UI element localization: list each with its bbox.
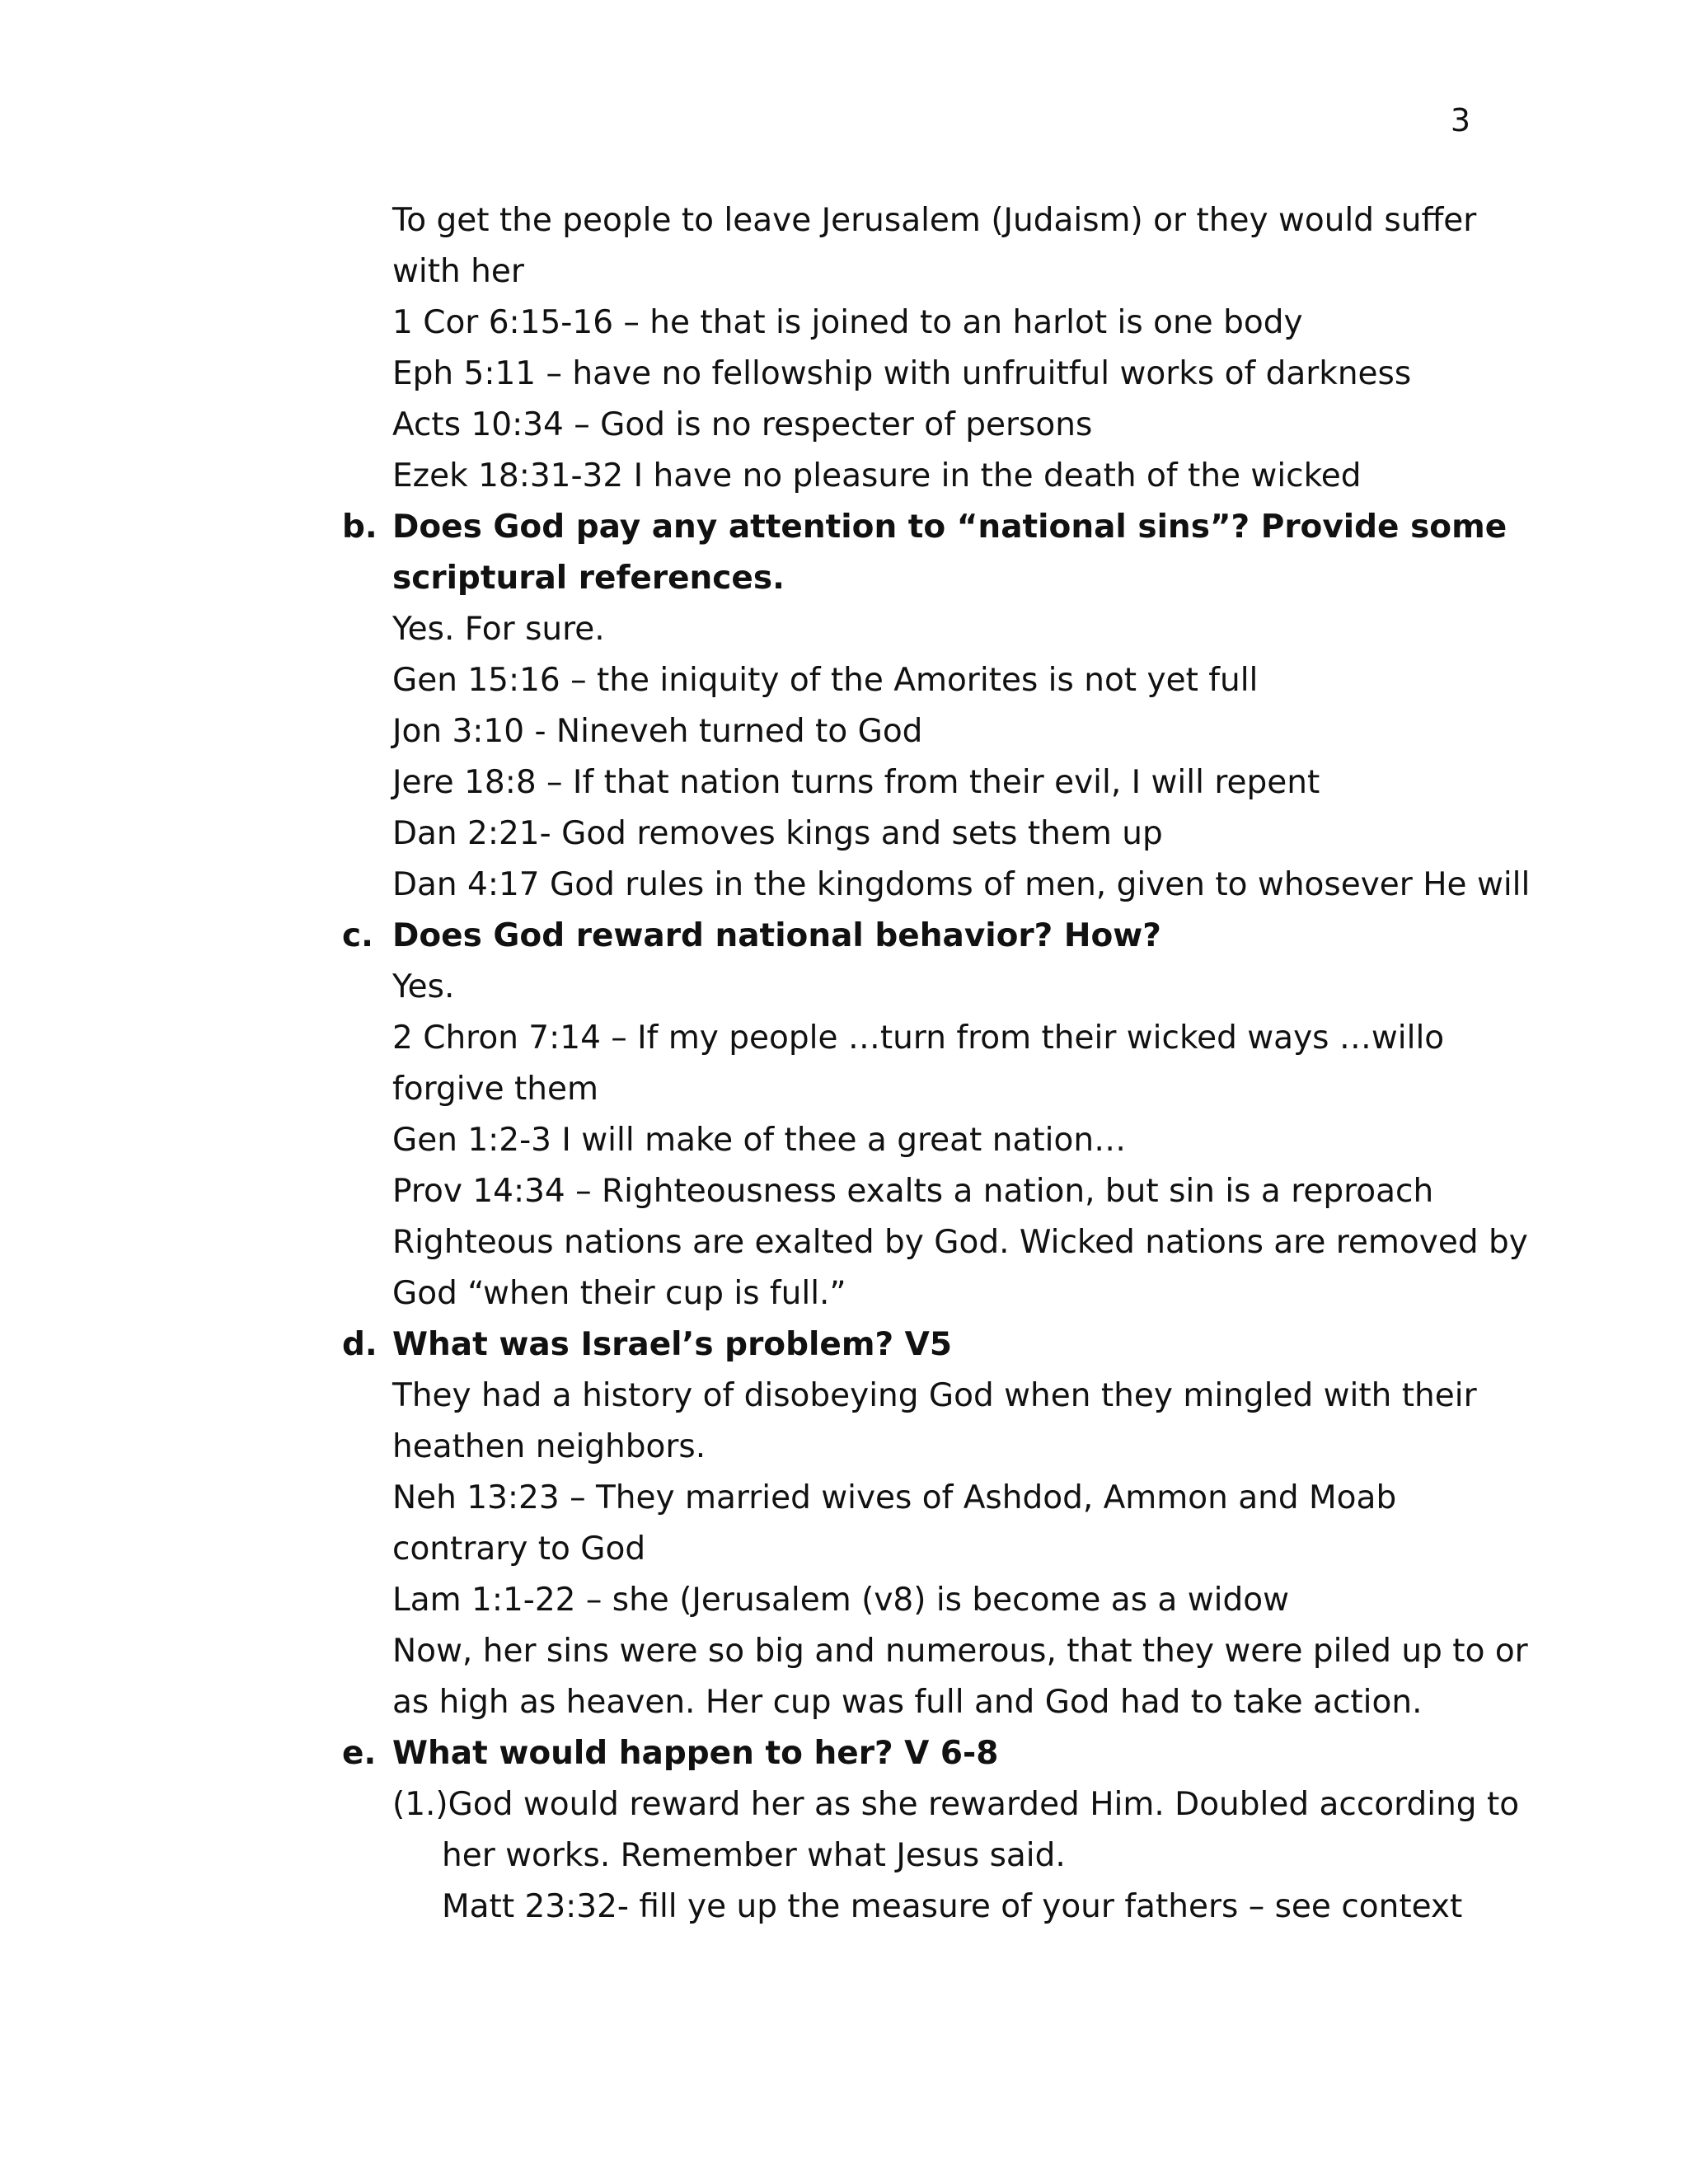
answer-line: They had a history of disobeying God when they mingled with their bbox=[392, 1377, 1477, 1414]
intro-line: Acts 10:34 – God is no respecter of persons bbox=[392, 406, 1093, 443]
answer-line: Gen 1:2-3 I will make of thee a great nation… bbox=[392, 1122, 1127, 1159]
page-number: 3 bbox=[1450, 102, 1470, 138]
answer-line: Gen 15:16 – the iniquity of the Amorites is not yet full bbox=[392, 662, 1259, 699]
answer-line: Righteous nations are exalted by God. Wicked nations are removed by bbox=[392, 1224, 1528, 1261]
intro-line: with her bbox=[392, 253, 524, 290]
answer-line: as high as heaven. Her cup was full and God had to take action. bbox=[392, 1684, 1423, 1721]
intro-line: Eph 5:11 – have no fellowship with unfruitful works of darkness bbox=[392, 355, 1412, 392]
answer-line: Now, her sins were so big and numerous, that they were piled up to or bbox=[392, 1633, 1528, 1670]
question-d-line: What was Israel’s problem? V5 bbox=[392, 1326, 952, 1363]
answer-line: forgive them bbox=[392, 1071, 598, 1108]
intro-line: 1 Cor 6:15-16 – he that is joined to an harlot is one body bbox=[392, 304, 1303, 341]
list-marker-e: e. bbox=[342, 1735, 377, 1772]
intro-line: Ezek 18:31-32 I have no pleasure in the death of the wicked bbox=[392, 457, 1362, 494]
question-e bbox=[0, 1728, 1688, 1779]
answer-line: Jon 3:10 - Nineveh turned to God bbox=[392, 713, 923, 750]
sub-item-line: Matt 23:32- fill ye up the measure of your fathers – see context bbox=[442, 1888, 1463, 1925]
answer-line: Dan 2:21- God removes kings and sets them up bbox=[392, 815, 1163, 852]
sub-item-first-line: (1.)God would reward her as she rewarded Him. Doubled according to bbox=[392, 1786, 1520, 1823]
answer-line: heathen neighbors. bbox=[392, 1428, 706, 1465]
question-c-line: Does God reward national behavior? How? bbox=[392, 917, 1161, 954]
answer-line: Jere 18:8 – If that nation turns from their evil, I will repent bbox=[392, 764, 1320, 801]
answer-line: Dan 4:17 God rules in the kingdoms of men, given to whosever He will bbox=[392, 866, 1531, 903]
sub-item-line: her works. Remember what Jesus said. bbox=[442, 1837, 1066, 1874]
list-marker-d: d. bbox=[342, 1326, 377, 1363]
question-b bbox=[0, 502, 1688, 553]
question-c bbox=[0, 911, 1688, 962]
answer-line: Lam 1:1-22 – she (Jerusalem (v8) is become as a widow bbox=[392, 1582, 1289, 1619]
list-marker-c: c. bbox=[342, 917, 373, 954]
question-e-line: What would happen to her? V 6-8 bbox=[392, 1735, 999, 1772]
question-b-line: Does God pay any attention to “national sins”? Provide some bbox=[392, 509, 1507, 546]
answer-line: God “when their cup is full.” bbox=[392, 1275, 846, 1312]
answer-line: contrary to God bbox=[392, 1530, 646, 1568]
question-d bbox=[0, 1319, 1688, 1371]
document-body bbox=[0, 195, 1688, 1933]
answer-line: Yes. bbox=[392, 968, 455, 1005]
intro-line: To get the people to leave Jerusalem (Judaism) or they would suffer bbox=[392, 202, 1477, 239]
answer-line: Prov 14:34 – Righteousness exalts a nation, but sin is a reproach bbox=[392, 1173, 1434, 1210]
answer-line: Neh 13:23 – They married wives of Ashdod, Ammon and Moab bbox=[392, 1479, 1397, 1516]
answer-line: Yes. For sure. bbox=[392, 611, 605, 648]
list-marker-b: b. bbox=[342, 509, 377, 546]
question-b-line: scriptural references. bbox=[392, 560, 785, 597]
answer-line: 2 Chron 7:14 – If my people …turn from their wicked ways …willo bbox=[392, 1019, 1445, 1057]
